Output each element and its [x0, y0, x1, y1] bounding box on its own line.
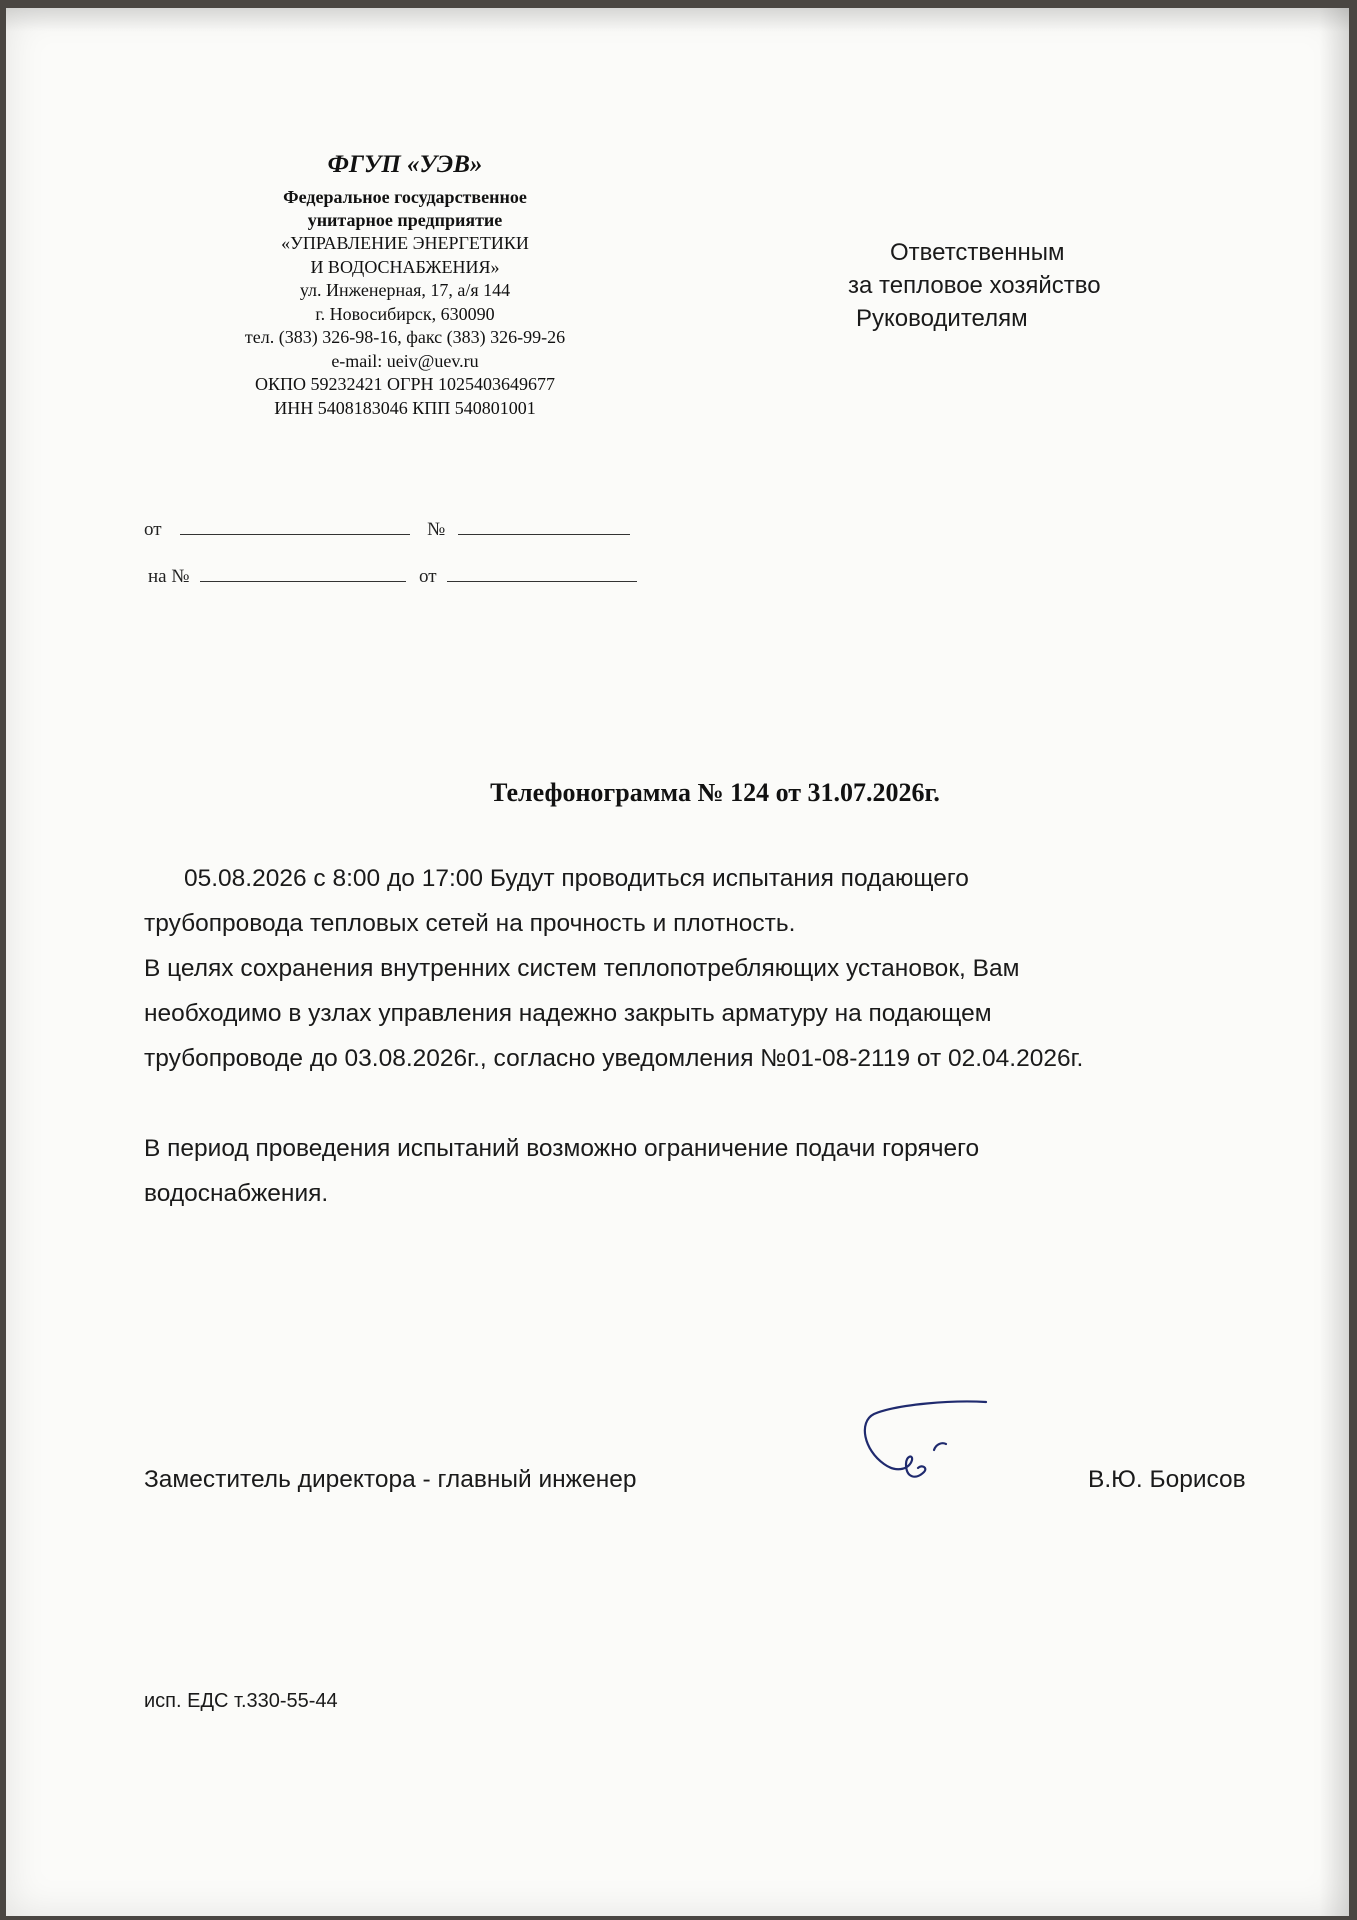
- signature-stroke: [865, 1402, 986, 1477]
- org-full-name-line-1: «УПРАВЛЕНИЕ ЭНЕРГЕТИКИ: [281, 233, 529, 253]
- addressee-line-3: Руководителям: [856, 305, 1028, 332]
- executor-contact: исп. ЕДС т.330-55-44: [144, 1690, 338, 1712]
- org-type-line-1: Федеральное государственное: [283, 187, 527, 207]
- body-line: трубопроводе до 03.08.2026г., согласно уведомления №01-08-2119 от 02.04.2026г.: [144, 1045, 1084, 1072]
- org-city: г. Новосибирск, 630090: [315, 303, 495, 324]
- org-type-line-2: унитарное предприятие: [307, 210, 503, 230]
- sheet-shadow-right: [1319, 8, 1349, 1916]
- org-full-name-line-2: И ВОДОСНАБЖЕНИЯ»: [310, 256, 500, 277]
- signatory-name: В.Ю. Борисов: [1088, 1466, 1246, 1493]
- reply-date-line: [447, 565, 637, 582]
- body-line: 05.08.2026 с 8:00 до 17:00 Будут проводиться испытания подающего: [184, 865, 969, 892]
- registration-row-outgoing: [144, 518, 630, 541]
- number-label: №: [427, 519, 446, 540]
- document-body: [144, 856, 1294, 1216]
- document-title: Телефонограмма № 124 от 31.07.2026г.: [490, 778, 940, 807]
- paragraph-gap: [144, 1081, 1294, 1126]
- addressee-line-1: Ответственным: [890, 239, 1065, 266]
- body-line: необходимо в узлах управления надежно закрыть арматуру на подающем: [144, 1000, 992, 1027]
- body-line: В целях сохранения внутренних систем теплопотребляющих установок, Вам: [144, 955, 1020, 982]
- body-line: В период проведения испытаний возможно ограничение подачи горячего: [144, 1135, 980, 1162]
- outgoing-number-line: [458, 518, 630, 535]
- reply-number-line: [200, 565, 406, 582]
- org-phone: тел. (383) 326-98-16, факс (383) 326-99-26: [244, 327, 566, 347]
- org-email: e-mail: ueiv@uev.ru: [331, 350, 479, 371]
- body-line: трубопровода тепловых сетей на прочность и плотность.: [144, 910, 796, 937]
- addressee-line-2: за тепловое хозяйство: [848, 272, 1101, 299]
- handwritten-signature: [858, 1398, 998, 1506]
- sheet-shadow-top: [6, 8, 1349, 32]
- letterhead: [160, 148, 650, 420]
- from-label: от: [144, 519, 162, 540]
- outgoing-date-line: [180, 518, 410, 535]
- signature-stroke: [934, 1443, 946, 1450]
- addressee-block: [848, 236, 1101, 335]
- org-okpo-ogrn: ОКПО 59232421 ОГРН 1025403649677: [255, 374, 555, 394]
- org-address: ул. Инженерная, 17, а/я 144: [299, 280, 511, 300]
- body-line: водоснабжения.: [144, 1180, 329, 1207]
- org-short-name: ФГУП «УЭВ»: [327, 151, 483, 178]
- signatory-position: Заместитель директора - главный инженер: [144, 1466, 637, 1493]
- registration-row-reply: [148, 565, 637, 588]
- reply-date-label: от: [418, 566, 437, 587]
- reply-number-label: на №: [148, 566, 190, 587]
- org-inn-kpp: ИНН 5408183046 КПП 540801001: [274, 397, 536, 418]
